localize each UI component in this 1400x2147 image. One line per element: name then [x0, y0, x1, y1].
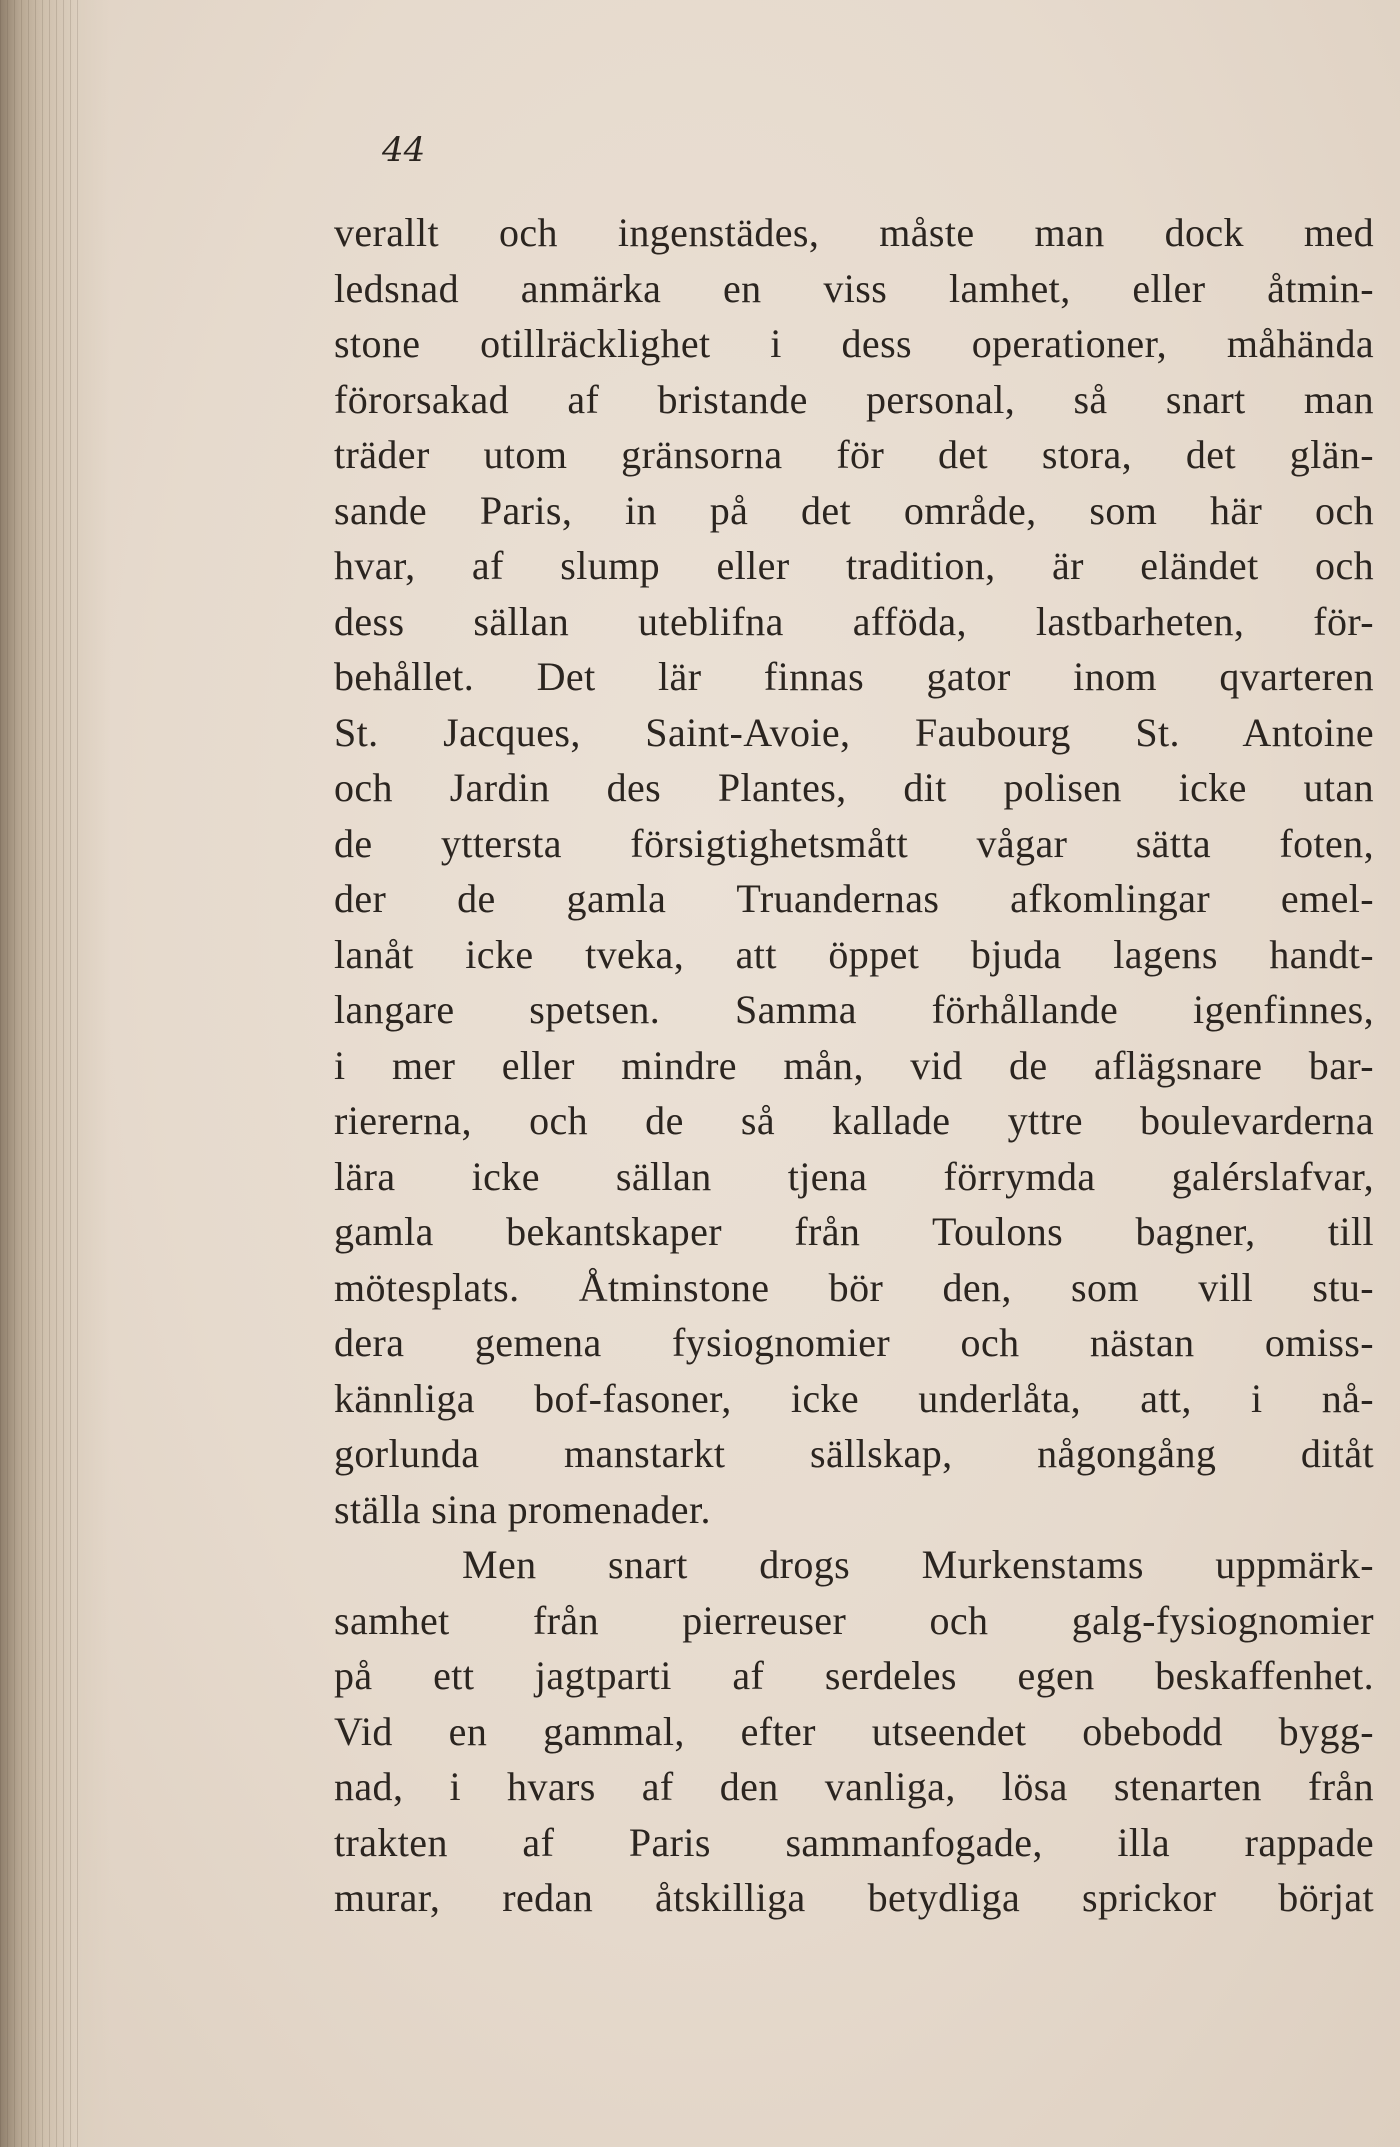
page-number: 44 [382, 130, 426, 170]
text-line: langare spetsen. Samma förhållande igenfinnes, [334, 987, 1374, 1032]
text-line: förorsakad af bristande personal, så snart man [334, 376, 1374, 422]
text-line: gorlunda manstarkt sällskap, någongång ditåt [334, 1431, 1374, 1476]
body-text [334, 205, 1374, 1926]
text-line: kännliga bof-fasoner, icke underlåta, att, i nå- [334, 1375, 1374, 1421]
text-line: stone otillräcklighet i dess operationer, måhända [334, 321, 1374, 366]
text-line: der de gamla Truandernas afkomlingar emel- [334, 876, 1374, 921]
text-line: de yttersta försigtighetsmått vågar sätta foten, [334, 820, 1374, 866]
text-line: verallt och ingenstädes, måste man dock med [334, 210, 1374, 255]
text-line: behållet. Det lär finnas gator inom qvarteren [334, 654, 1374, 699]
text-line: hvar, af slump eller tradition, är eländet och [334, 543, 1374, 588]
text-line: sande Paris, in på det område, som här och [334, 487, 1374, 533]
text-line: nad, i hvars af den vanliga, lösa stenarten från [334, 1764, 1374, 1809]
text-line: i mer eller mindre mån, vid de aflägsnare bar- [334, 1042, 1374, 1088]
text-line: mötesplats. Åtminstone bör den, som vill stu- [334, 1264, 1374, 1310]
text-line: på ett jagtparti af serdeles egen beskaffenhet. [334, 1653, 1374, 1698]
text-line: murar, redan åtskilliga betydliga sprickor börjat [334, 1875, 1374, 1920]
text-line: trakten af Paris sammanfogade, illa rappade [334, 1819, 1374, 1865]
paragraph-end-line: ställa sina promenader. [334, 1486, 711, 1532]
text-line: gamla bekantskaper från Toulons bagner, till [334, 1209, 1374, 1254]
text-line: träder utom gränsorna för det stora, det glän- [334, 432, 1374, 477]
text-line: St. Jacques, Saint-Avoie, Faubourg St. Antoine [334, 709, 1374, 755]
text-line: ledsnad anmärka en viss lamhet, eller åtmin- [334, 265, 1374, 311]
paragraph-start-line: Men snart drogs Murkenstams uppmärk- [462, 1542, 1374, 1587]
text-line: lära icke sällan tjena förrymda galérslafvar, [334, 1153, 1374, 1199]
text-line: och Jardin des Plantes, dit polisen icke utan [334, 765, 1374, 810]
text-line: dess sällan uteblifna afföda, lastbarheten, för- [334, 598, 1374, 644]
text-line: riererna, och de så kallade yttre boulevarderna [334, 1098, 1374, 1143]
text-line: lanåt icke tveka, att öppet bjuda lagens handt- [334, 931, 1374, 977]
text-line: dera gemena fysiognomier och nästan omiss- [334, 1320, 1374, 1365]
text-line: samhet från pierreuser och galg-fysiognomier [334, 1597, 1374, 1643]
text-line: Vid en gammal, efter utseendet obebodd bygg- [334, 1708, 1374, 1754]
page-edge-texture [0, 0, 80, 2147]
